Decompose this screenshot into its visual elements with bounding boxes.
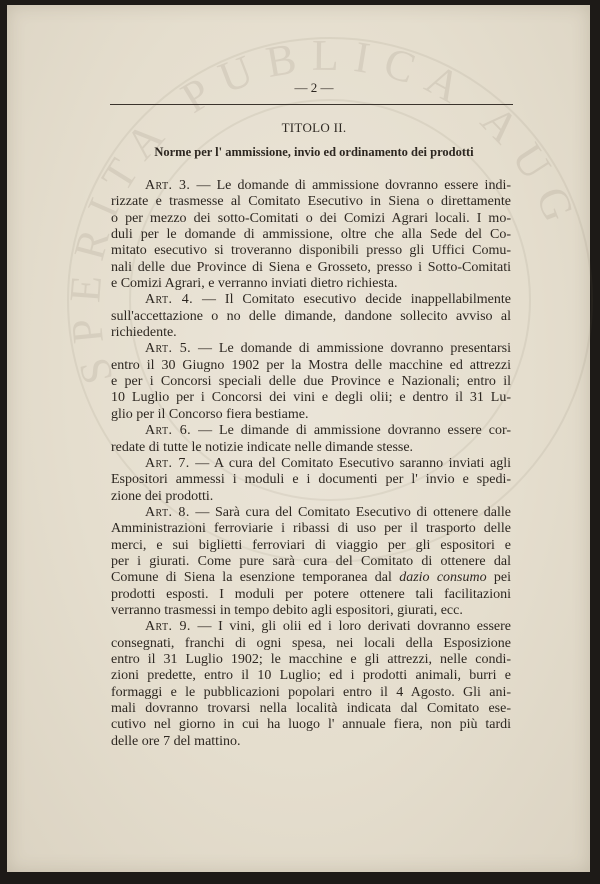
text-line [111, 619, 511, 635]
italic-term: dazio consumo [399, 570, 487, 586]
text-line: e Comizi Agrari, e verranno inviati dietro richiesta. [111, 276, 398, 292]
text-line: delle ore 7 del mattino. [111, 733, 241, 749]
article-8 [111, 505, 511, 619]
text-line [111, 292, 511, 308]
article-9 [111, 619, 511, 750]
text-line: e per i Concorsi speciali delle due Province e Nazionali; entro il [111, 374, 511, 390]
text-line: cutivo nel giorno in cui ha luogo l' annuale fiera, non più tardi [111, 717, 511, 733]
header-rule [110, 104, 513, 105]
text-line: richiedente. [111, 325, 177, 341]
text-line [111, 178, 511, 194]
text-line [111, 341, 511, 357]
page-number: — 2 — [294, 80, 334, 95]
text-line: rizzate e trasmesse al Comitato Esecutivo in Siena o direttamente [111, 194, 511, 210]
text-line: mitato esecutivo si troveranno disponibili presso gli Uffici Comu- [111, 243, 511, 259]
text-line: formaggi e le pubblicazioni popolari entro il 4 Agosto. Gli ani- [111, 684, 511, 700]
text-line: nali delle due Province di Siena e Grosseto, presso i Sotto-Comitati [111, 259, 511, 275]
text-line-content: — Sarà cura del Comitato Esecutivo di ottenere dalle [195, 504, 511, 520]
article-label: Art. 5. [145, 341, 192, 357]
article-label: Art. 7. [145, 455, 190, 471]
text-line: entro il 30 Giugno 1902 per la Mostra delle macchine ed attrezzi [111, 357, 511, 373]
text-line [111, 570, 511, 586]
text-line: consegnati, franchi di ogni spesa, nei locali della Esposizione [111, 635, 511, 651]
article-4 [111, 292, 511, 341]
article-label: Art. 6. [145, 423, 192, 439]
text-line: Espositori ammessi i moduli e i documenti per l' invio e spedi- [111, 472, 511, 488]
text-line: 10 Luglio per i Concorsi dei vini e degli olii; e dentro il 31 Lu- [111, 390, 511, 406]
text-line: redate di tutte le notizie indicate nelle dimande stesse. [111, 439, 414, 455]
article-6 [111, 423, 511, 456]
text-line: mali dovranno trovarsi nella località indicata dal Comitato ese- [111, 701, 511, 716]
article-5 [111, 341, 511, 423]
text-line [111, 505, 511, 521]
text-segment: Comune di Siena la esenzione temporanea dal [111, 570, 400, 586]
text-line: verranno trasmessi in tempo debito agli espositori, giurati, ecc. [111, 602, 463, 618]
article-label: Art. 8. [145, 504, 190, 520]
article-label: Art. 9. [145, 619, 191, 635]
article-label: Art. 3. [145, 178, 191, 193]
text-line-content: — Il Comitato esecutivo decide inappellabilmente [201, 292, 511, 308]
section-title: TITOLO II. [281, 120, 347, 135]
text-line-content: — A cura del Comitato Esecutivo saranno inviati agli [195, 455, 511, 471]
text-line: per i giurati. Come pure sarà cura del Comitato di ottenere dal [111, 553, 511, 569]
text-segment: pei [486, 570, 511, 586]
text-line: zioni predette, entro il 10 Luglio; ed i prodotti animali, burri e [111, 668, 511, 684]
text-line: duli per le domande di ammissione, oltre che alla Sede del Co- [111, 227, 511, 243]
text-line-content: — I vini, gli olii ed i loro derivati dovranno essere [197, 619, 511, 635]
text-line: entro il 31 Luglio 1902; le macchine e gli attrezzi, nelle condi- [111, 651, 511, 667]
text-line-content: — Le domande di ammissione dovranno presentarsi [197, 341, 511, 357]
text-line: Amministrazioni ferroviarie i ribassi di uso per il trasporto delle [111, 521, 511, 537]
text-line: glio per il Concorso fiera bestiame. [111, 406, 309, 422]
article-label: Art. 4. [145, 292, 194, 308]
section-subtitle: Norme per l' ammissione, invio ed ordinamento dei prodotti [154, 145, 474, 159]
text-line: o per mezzo dei sotto-Comitati o dei Comizi Agrari locali. I mo- [111, 210, 511, 226]
text-line-content: — Le domande di ammissione dovranno essere indi- [196, 178, 511, 193]
article-3 [111, 178, 511, 292]
article-7 [111, 456, 511, 505]
text-line: sull'accettazione o no delle dimande, dandone sollecito avviso al [111, 308, 511, 324]
text-line [111, 423, 511, 439]
text-line: merci, e sui biglietti ferroviari di viaggio per gli espositori e [111, 537, 511, 553]
text-line [111, 456, 511, 472]
articles-body [111, 178, 511, 750]
text-line: prodotti esposti. I moduli per potere ottenere tali facilitazioni [111, 586, 511, 602]
text-line-content: — Le dimande di ammissione dovranno essere cor- [198, 423, 511, 439]
text-line: zione dei prodotti. [111, 488, 214, 504]
